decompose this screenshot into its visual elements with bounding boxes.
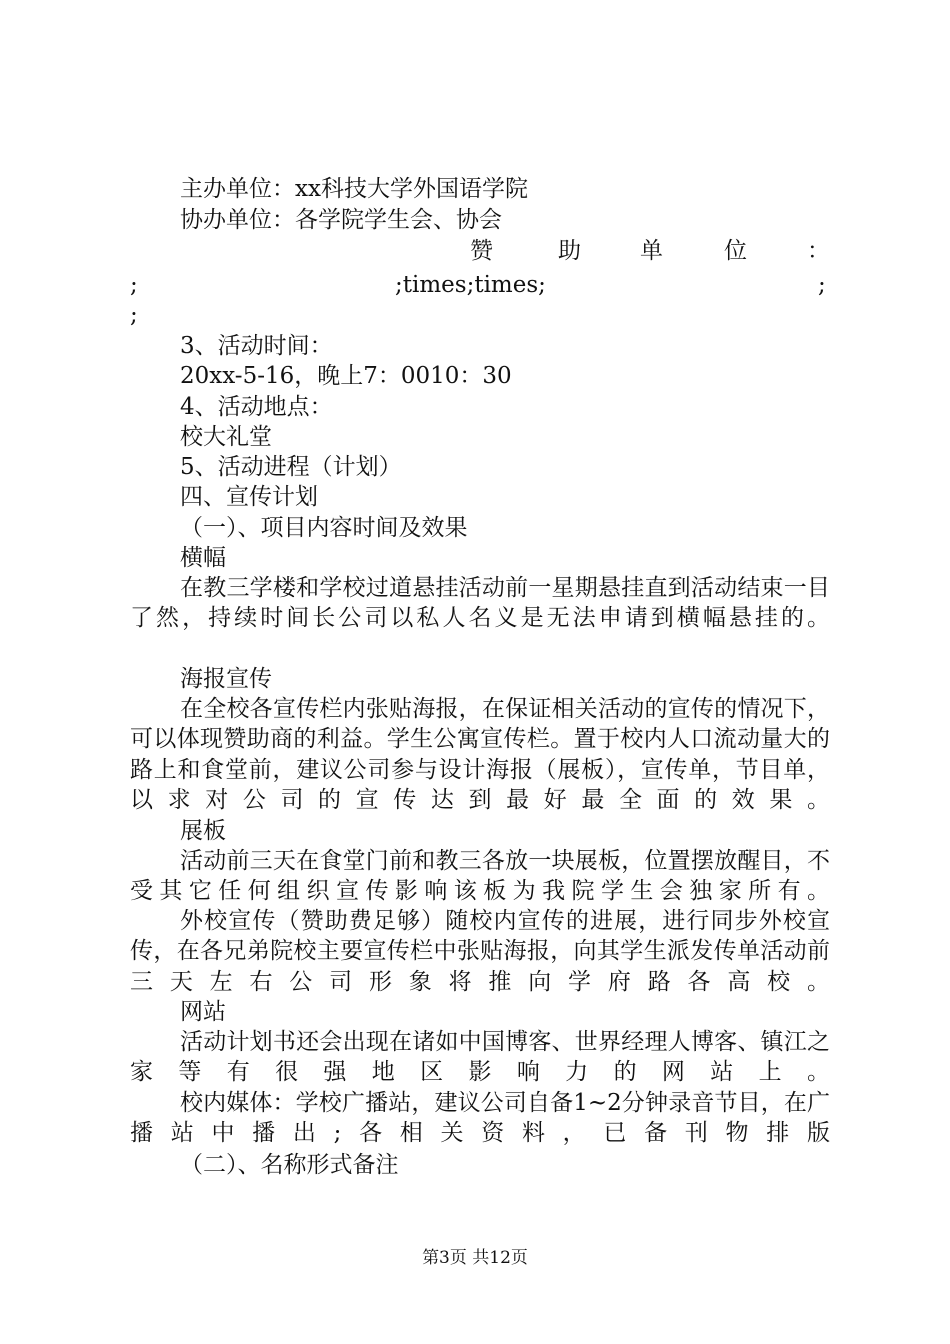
sponsor-char: 助 [558,238,581,264]
host-line: 主办单位：xx科技大学外国语学院 [180,176,528,202]
poster-heading: 海报宣传 [180,666,272,692]
location-value: 校大礼堂 [180,424,272,450]
semicolon-text: ; [130,272,138,298]
page-footer: 第3页 共12页 [422,1248,528,1268]
media-paragraph: 校内媒体：学校广播站，建议公司自备1~2分钟录音节目，在广播站中播出;各相关资料，已备刊物排版 [130,1090,830,1147]
website-heading: 网站 [180,999,226,1025]
banner-heading: 横幅 [180,545,226,571]
semicolon-text: ; [818,272,826,298]
publicity-heading: 四、宣传计划 [180,484,318,510]
outside-paragraph: 外校宣传（赞助费足够）随校内宣传的进展，进行同步外校宣传，在各兄弟院校主要宣传栏中张贴海报，向其学生派发传单活动前三天左右公司形象将推向学府路各高校。 [130,908,830,995]
website-paragraph: 活动计划书还会出现在诸如中国博客、世界经理人博客、镇江之家等有很强地区影响力的网站上。 [130,1029,830,1086]
poster-paragraph: 在全校各宣传栏内张贴海报，在保证相关活动的宣传的情况下，可以体现赞助商的利益。学生公寓宣传栏。置于校内人口流动量大的路上和食堂前，建议公司参与设计海报（展板），宣传单，节目单，以求对公司的宣传达到最好最全面的效果。 [130,696,830,813]
board-heading: 展板 [180,818,226,844]
board-paragraph: 活动前三天在食堂门前和教三各放一块展板，位置摆放醒目，不受其它任何组织宣传影响该板为我院学生会独家所有。 [130,848,830,905]
semicolon-row [130,270,830,300]
section-1-heading: （一）、项目内容时间及效果 [180,515,468,541]
banner-paragraph: 在教三学楼和学校过道悬挂活动前一星期悬挂直到活动结束一目了然，持续时间长公司以私人名义是无法申请到横幅悬挂的。 [130,575,830,632]
sponsor-char: 位 [724,238,747,264]
time-value: 20xx-5-16，晚上7：0010：30 [180,363,512,389]
sponsor-label-row [130,236,830,266]
semicolon-text: ;times;times; [395,272,546,298]
location-heading: 4、活动地点： [180,394,333,420]
sponsor-char: 单 [640,238,663,264]
process-heading: 5、活动进程（计划） [180,454,402,480]
semicolon-row-2 [130,300,830,330]
sponsor-char: 赞 [470,238,493,264]
co-host-line: 协办单位：各学院学生会、协会 [180,207,502,233]
sponsor-char: ： [807,238,830,264]
time-heading: 3、活动时间： [180,333,333,359]
section-2-heading: （二）、名称形式备注 [180,1152,399,1178]
semicolon-text: ; [130,302,138,328]
